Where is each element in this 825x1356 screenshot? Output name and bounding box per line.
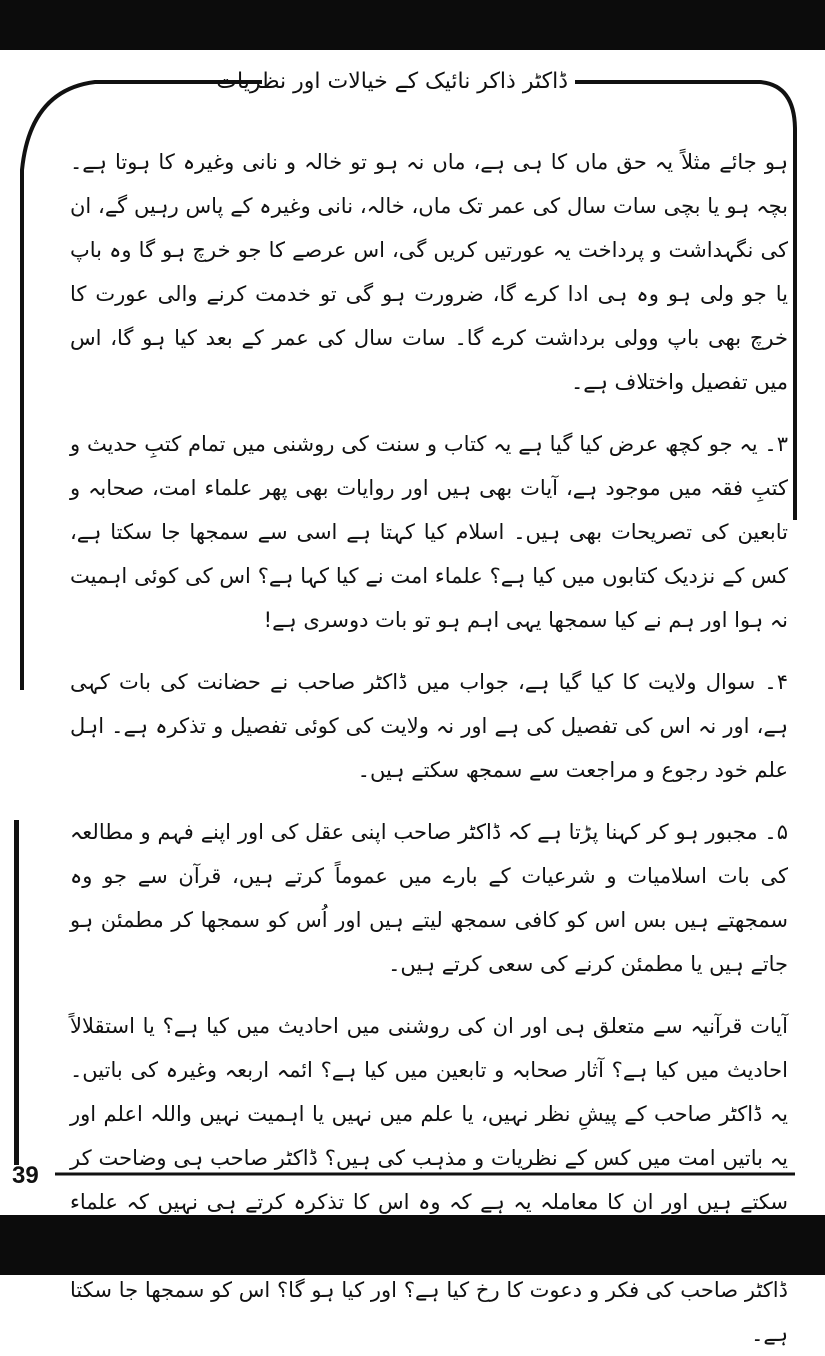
page-body-text bbox=[70, 140, 788, 1356]
paragraph-point-3: ۳۔ یہ جو کچھ عرض کیا گیا ہے یہ کتاب و سنت کی روشنی میں تمام کتبِ حدیث و کتبِ فقہ میں موجود ہے، آیات بھی ہیں اور روایات بھی پھر علماء امت، صحابہ و تابعین کی تصریحات بھی ہیں۔ اسلام کیا کہتا ہے اسی سے سمجھا جا سکتا ہے، کس کے نزدیک کتابوں میں کیا ہے؟ علماء امت نے کیا کہا ہے؟ اس کی کوئی اہمیت نہ ہوا اور ہم نے کیا سمجھا یہی اہم ہو تو بات دوسری ہے! bbox=[70, 432, 788, 632]
paragraph-point-4: ۴۔ سوال ولایت کا کیا گیا ہے، جواب میں ڈاکٹر صاحب نے حضانت کی بات کہی ہے، اور نہ اس کی تفصیل کی ہے اور نہ ولایت کی کوئی تفصیل و تذکرہ ہے۔ اہل علم خود رجوع و مراجعت سے سمجھ سکتے ہیں۔ bbox=[70, 670, 788, 782]
paragraph-quranic-verses: آیات قرآنیہ سے متعلق ہی اور ان کی روشنی میں احادیث میں کیا ہے؟ یا استقلالاً احادیث میں کیا ہے؟ آثار صحابہ و تابعین میں کیا ہے؟ ائمہ اربعہ وغیرہ کی باتیں۔ یہ ڈاکٹر صاحب کے پیشِ نظر نہیں، یا علم میں نہیں یا اہمیت نہیں واللہ اعلم اور یہ باتیں امت میں کس کے نظریات و مذہب کی ہیں؟ ڈاکٹر صاحب ہی وضاحت کر سکتے ہیں اور ان کا معاملہ یہ ہے کہ وہ اس کا تذکرہ کرتے ہی نہیں کہ علماء ڈاکٹر صاحب کی فکر و دعوت کا رخ کیا ہے؟ اور کیا ہو گا؟ اس کو سمجھا جا سکتا ہے۔ bbox=[70, 1014, 788, 1346]
paragraph-custody-continuation: ہو جائے مثلاً یہ حق ماں کا ہی ہے، ماں نہ ہو تو خالہ و نانی وغیرہ کا ہوتا ہے۔ بچہ ہو یا بچی سات سال کی عمر تک ماں، خالہ، نانی وغیرہ کے پاس رہیں گے، ان کی نگہداشت و پرداخت یہ عورتیں کریں گی، اس عرصے کا جو خرچ ہو گا وہ باپ یا جو ولی ہو وہ ہی ادا کرے گا، ضرورت ہو گی تو خدمت کرنے والی عورت کا خرچ بھی باپ وولی برداشت کرے گا۔ سات سال کی عمر کے بعد کیا ہو گا، اس میں تفصیل واختلاف ہے۔ bbox=[70, 150, 788, 394]
paragraph-point-5: ۵۔ مجبور ہو کر کہنا پڑتا ہے کہ ڈاکٹر صاحب اپنی عقل کی اور اپنے فہم و مطالعہ کی بات اسلامیات و شرعیات کے بارے میں عموماً کرتے ہیں، قرآن سے جو وہ سمجھتے ہیں بس اس کو کافی سمجھ لیتے ہیں اور اُس کو سمجھا کر مطمئن ہو جاتے ہیں یا مطمئن کرنے کی سعی کرتے ہیں۔ bbox=[70, 820, 788, 976]
page-number: 39 bbox=[12, 1162, 39, 1189]
bottom-black-band bbox=[0, 1215, 825, 1275]
running-header-title: ڈاکٹر ذاکر نائیک کے خیالات اور نظریات bbox=[216, 69, 568, 94]
left-margin-bar bbox=[14, 820, 19, 1165]
